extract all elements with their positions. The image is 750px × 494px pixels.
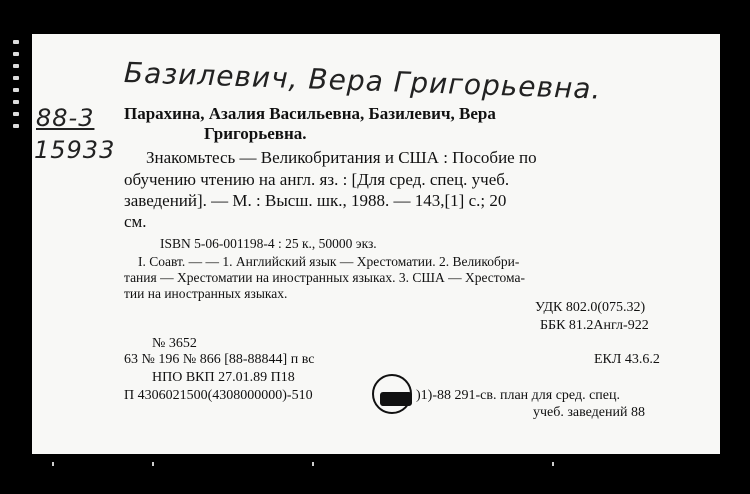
footer-line-2: НПО ВКП 27.01.89 П18: [152, 370, 295, 385]
title-line-4: см.: [124, 212, 147, 231]
heading-authors: Парахина, Азалия Васильевна, Базилевич, Вера: [124, 104, 496, 123]
handwritten-name: Базилевич, Вера Григорьевна.: [123, 56, 602, 106]
footer-line-1: 63 № 196 № 866 [88-88844] п вс: [124, 352, 315, 367]
title-line-2: обучению чтению на англ. яз. : [Для сред. спец. учеб.: [124, 170, 510, 189]
isbn-line: ISBN 5-06-001198-4 : 25 к., 50000 экз.: [160, 236, 377, 251]
tracing-line-3: тии на иностранных языках.: [124, 286, 288, 301]
footer-line-3-right: )1)-88 291-св. план для сред. спец.: [416, 388, 620, 403]
handwritten-inventory-number: 15933: [34, 136, 116, 164]
footer-line-3-left: П 4306021500(4308000000)-510: [124, 388, 313, 403]
tracing-line-2: тания — Хрестоматии на иностранных языках. 3. США — Хрестома-: [124, 270, 525, 285]
udk-code: УДК 802.0(075.32): [535, 300, 646, 315]
ekl-code: ЕКЛ 43.6.2: [594, 352, 660, 367]
bbk-code: ББК 81.2Англ-922: [540, 318, 649, 333]
film-bottom-edge: [32, 454, 750, 494]
tracing-line-1: I. Соавт. — — 1. Английский язык — Хрестоматии. 2. Великобри-: [138, 254, 520, 269]
footer-line-4: учеб. заведений 88: [533, 405, 645, 420]
handwritten-shelfmark: 88-3: [36, 104, 95, 132]
heading-authors-cont: Григорьевна.: [204, 124, 307, 143]
card-number: № 3652: [152, 336, 197, 351]
title-line-1: Знакомьтесь — Великобритания и США : Пособие по: [146, 148, 537, 167]
film-edge: [0, 0, 32, 494]
title-line-3: заведений]. — М. : Высш. шк., 1988. — 143,[1] с.; 20: [124, 191, 507, 210]
stamp-blot: [380, 392, 412, 406]
